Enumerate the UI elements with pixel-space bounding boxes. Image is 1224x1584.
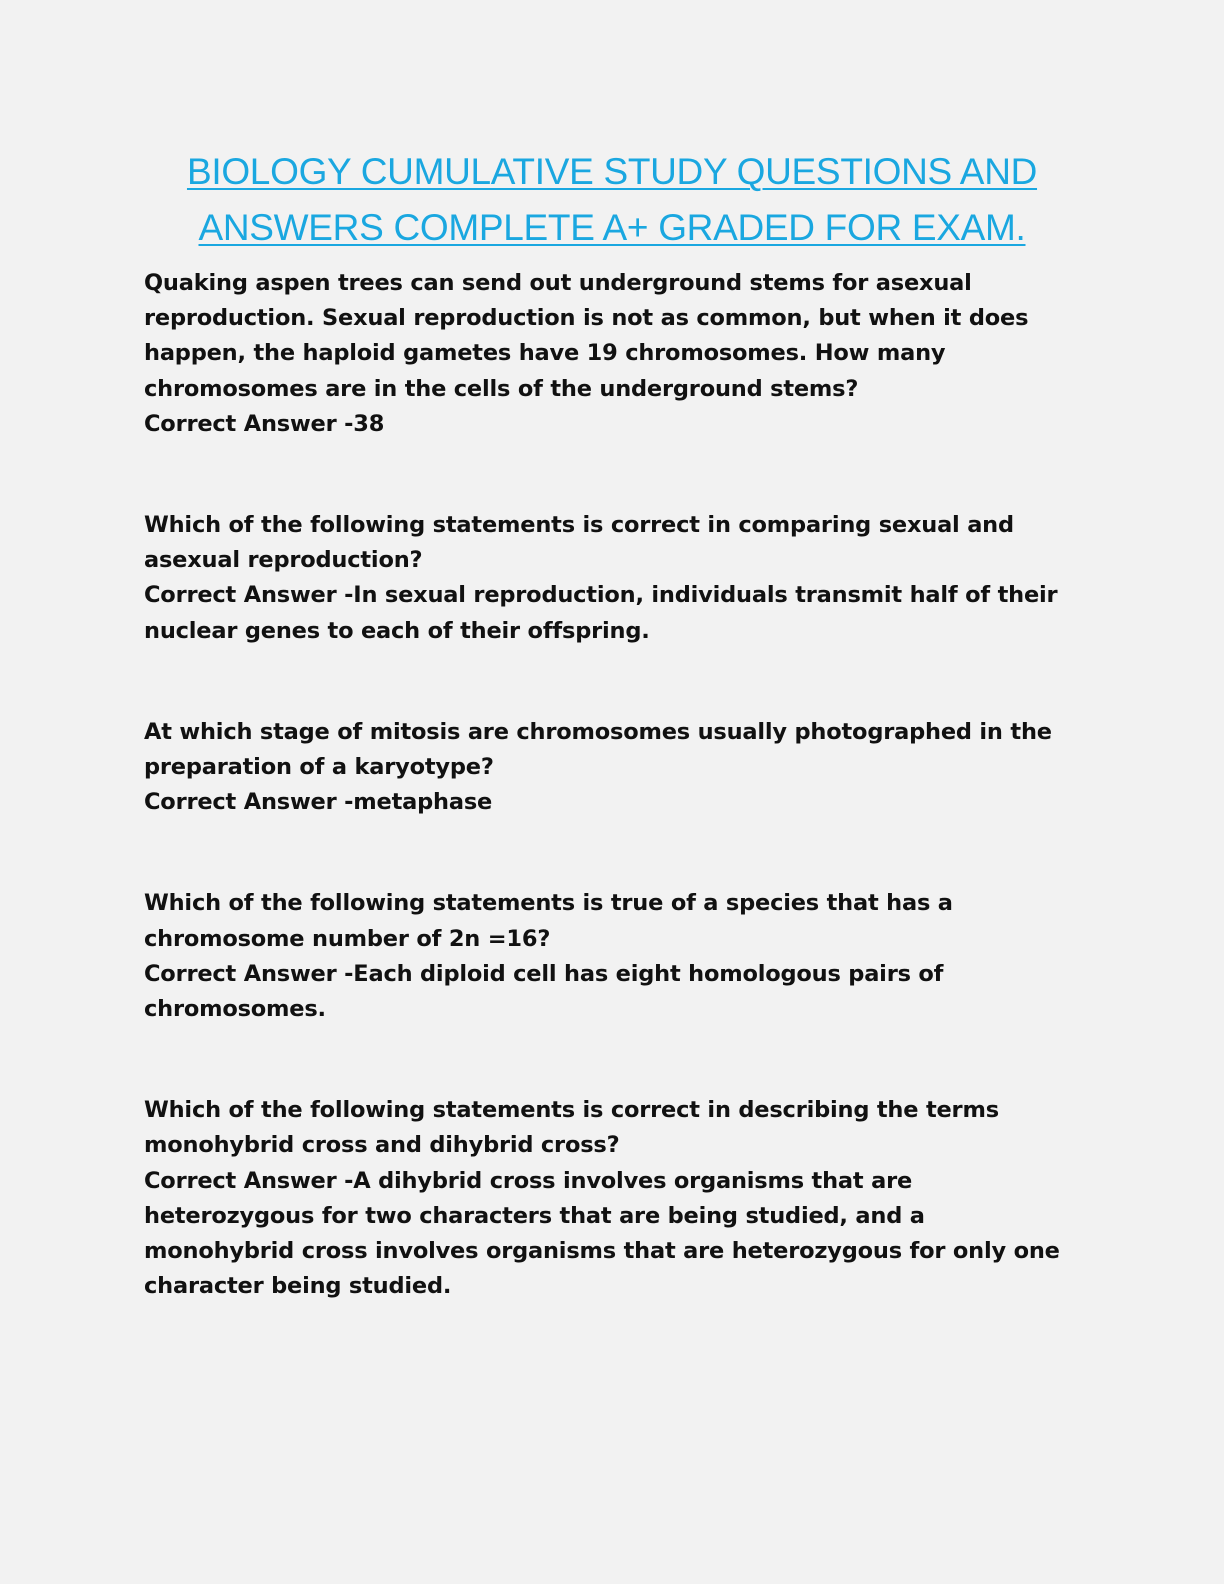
qa-item-3 [144,715,1079,821]
question-text: Which of the following statements is true of a species that has a chromosome number of 2n =16? [144,890,953,952]
answer-text: Correct Answer -38 [144,410,385,437]
qa-item-4 [144,886,1079,1027]
answer-text: Correct Answer -In sexual reproduction, individuals transmit half of their nuclear genes to each of their offspring. [144,582,1058,644]
qa-item-1 [144,266,1079,442]
qa-list [144,266,1079,1370]
answer-text: Correct Answer -Each diploid cell has eight homologous pairs of chromosomes. [144,960,944,1023]
qa-item-2 [144,508,1079,649]
question-text: Which of the following statements is correct in describing the terms monohybrid cross and dihybrid cross? [144,1097,999,1159]
answer-text: Correct Answer -A dihybrid cross involves organisms that are heterozygous for two characters that are being studied, and a monohybrid cross involves organisms that are heterozygous for only one character being studied. [144,1167,1060,1300]
question-text: Quaking aspen trees can send out underground stems for asexual reproduction. Sexual reproduction is not as common, but when it does happen, the haploid gametes have 19 chromosomes. How many chromosomes are in the cells of the underground stems? [144,270,1029,402]
question-text: Which of the following statements is correct in comparing sexual and asexual reproduction? [144,512,1014,574]
answer-text: Correct Answer -metaphase [144,789,493,816]
document-title: BIOLOGY CUMULATIVE STUDY QUESTIONS AND ANSWERS COMPLETE A+ GRADED FOR EXAM. [186,151,1038,248]
question-text: At which stage of mitosis are chromosomes usually photographed in the preparation of a karyotype? [144,718,1052,781]
qa-item-5 [144,1093,1079,1304]
